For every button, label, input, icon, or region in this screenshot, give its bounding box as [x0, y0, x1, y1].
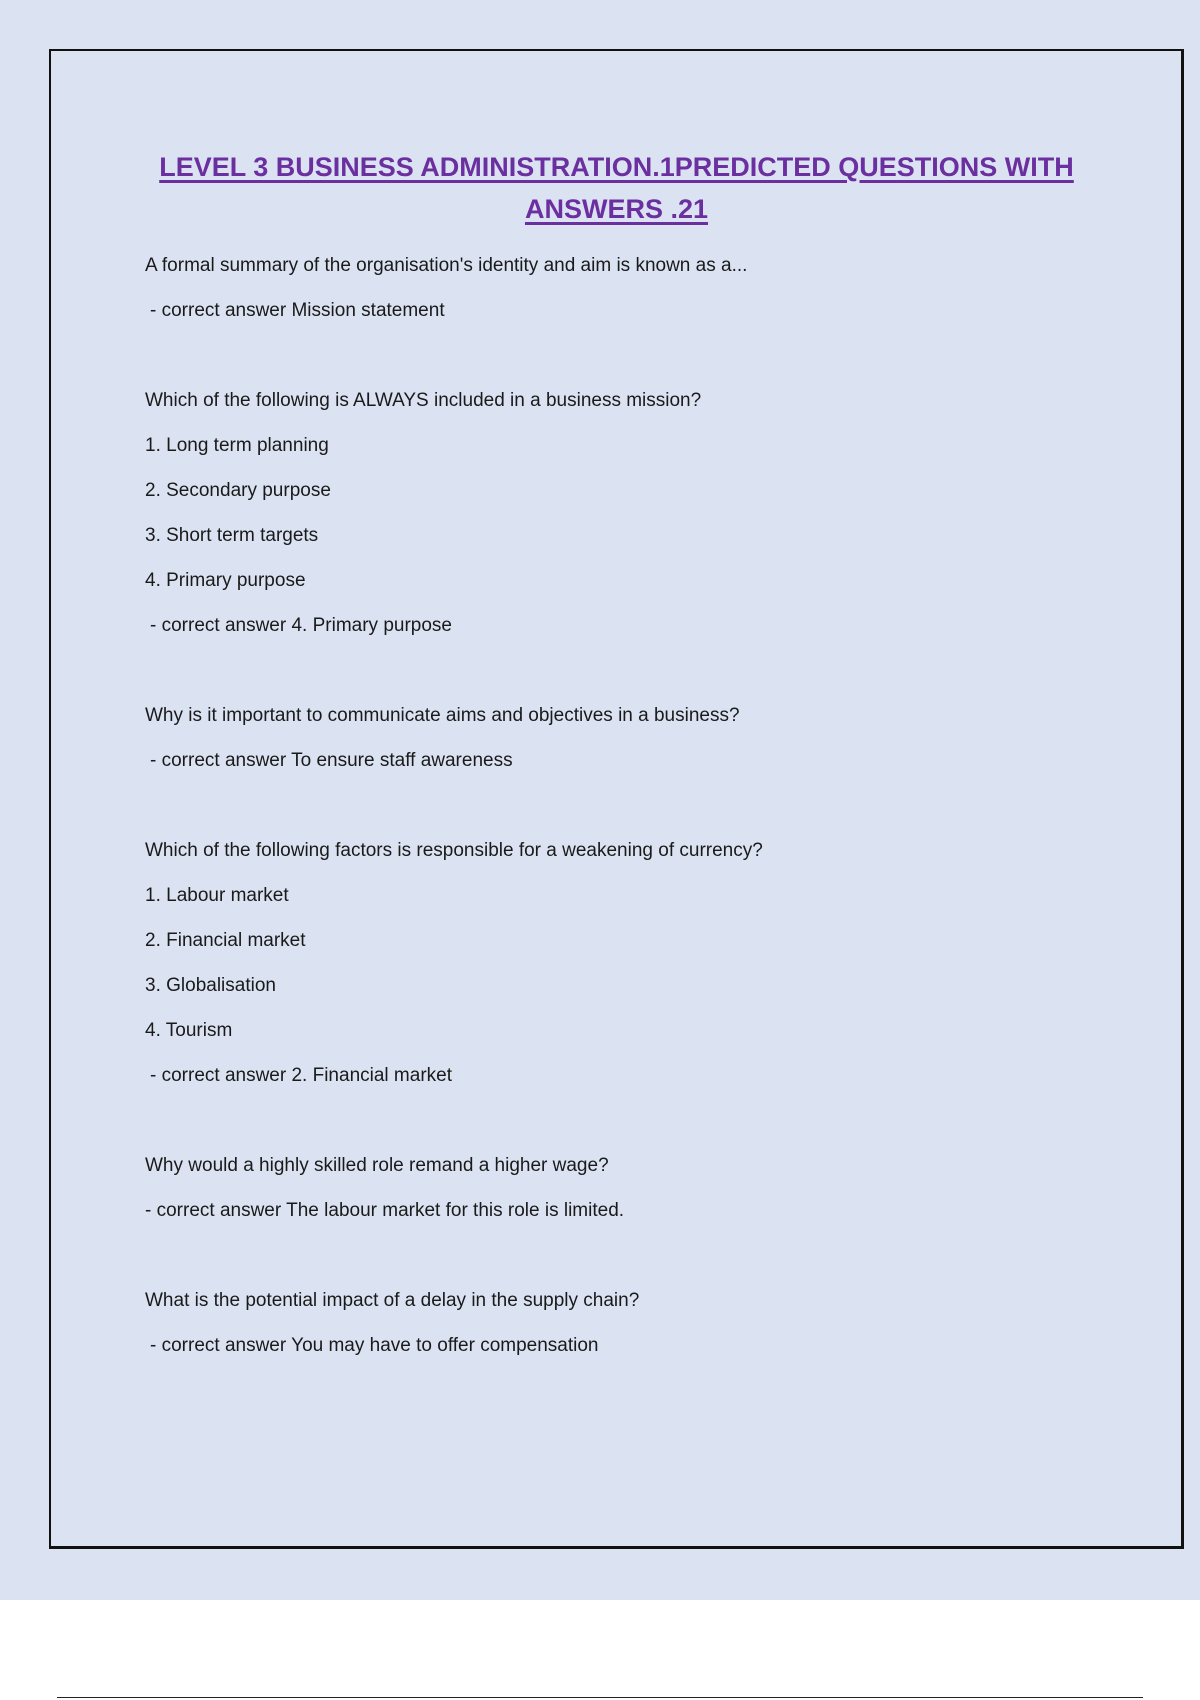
answer-text: - correct answer 2. Financial market — [150, 1065, 452, 1086]
qa-item-1 — [145, 243, 1125, 333]
qa-item-4 — [145, 828, 1125, 1098]
option-item: 4. Tourism — [145, 1020, 233, 1041]
option-item: 4. Primary purpose — [145, 570, 306, 591]
document-title: LEVEL 3 BUSINESS ADMINISTRATION.1PREDICTED QUESTIONS WITH ANSWERS .21 — [159, 152, 1074, 224]
answer-text: - correct answer To ensure staff awareness — [150, 750, 513, 771]
question-text: Why is it important to communicate aims and objectives in a business? — [145, 705, 740, 726]
qa-item-2 — [145, 378, 1125, 648]
footer-divider — [57, 1697, 1143, 1698]
question-text: Which of the following factors is responsible for a weakening of currency? — [145, 840, 763, 861]
answer-text: - correct answer You may have to offer compensation — [150, 1335, 599, 1356]
qa-list — [145, 243, 1125, 1413]
question-text: Which of the following is ALWAYS included in a business mission? — [145, 390, 702, 411]
answer-text: - correct answer Mission statement — [150, 300, 445, 321]
question-text: A formal summary of the organisation's identity and aim is known as a... — [145, 255, 748, 276]
question-text: Why would a highly skilled role remand a higher wage? — [145, 1155, 609, 1176]
answer-text: - correct answer 4. Primary purpose — [150, 615, 452, 636]
question-text: What is the potential impact of a delay in the supply chain? — [145, 1290, 640, 1311]
option-item: 1. Labour market — [145, 885, 289, 906]
option-item: 1. Long term planning — [145, 435, 329, 456]
option-item: 2. Secondary purpose — [145, 480, 331, 501]
option-item: 2. Financial market — [145, 930, 306, 951]
answer-text: - correct answer The labour market for this role is limited. — [145, 1200, 625, 1221]
qa-item-3 — [145, 693, 1125, 783]
option-item: 3. Globalisation — [145, 975, 276, 996]
qa-item-6 — [145, 1278, 1125, 1368]
qa-item-5 — [145, 1143, 1125, 1233]
option-item: 3. Short term targets — [145, 525, 319, 546]
